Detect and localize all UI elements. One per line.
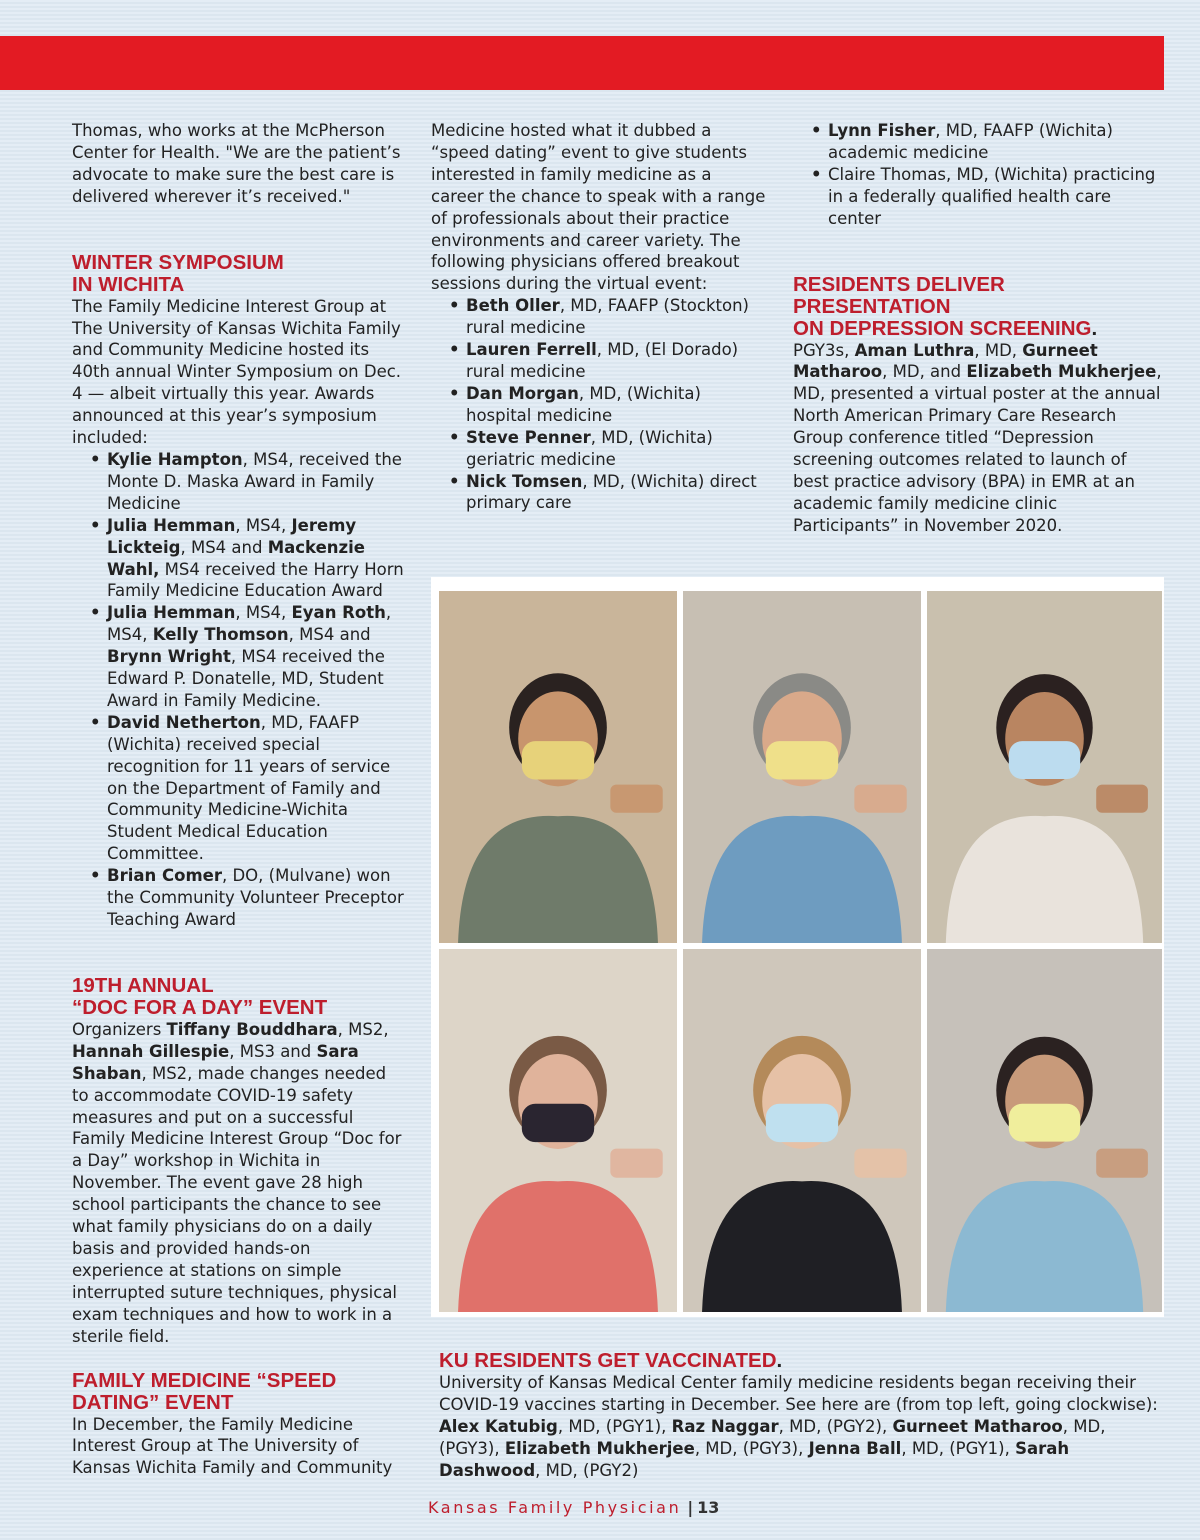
bold-name: Nick Tomsen	[466, 471, 583, 491]
arm-shape	[1096, 1149, 1148, 1178]
face-mask	[522, 1104, 594, 1142]
list-item: • Julia Hemman, MS4, Jeremy Lickteig, MS4 and Mackenzie Wahl, MS4 received the Harry Horn Family Medicine Education Award	[107, 515, 404, 603]
face-mask	[1009, 741, 1080, 779]
photo-caption	[439, 1350, 1165, 1482]
list-item: • Beth Oller, MD, FAAFP (Stockton) rural medicine	[466, 295, 766, 339]
bold-name: Tiffany Bouddhara	[166, 1019, 338, 1039]
list-item: • Lynn Fisher, MD, FAAFP (Wichita) academic medicine	[828, 120, 1165, 164]
list-item: • Brian Comer, DO, (Mulvane) won the Community Volunteer Preceptor Teaching Award	[107, 865, 404, 931]
list-item: • Nick Tomsen, MD, (Wichita) direct primary care	[466, 471, 766, 515]
bold-name: Gurneet Matharoo	[892, 1416, 1063, 1436]
page-footer	[428, 1498, 719, 1517]
bold-name: Brian Comer	[107, 866, 222, 886]
bold-name: Kylie Hampton	[107, 449, 243, 469]
breakout-physicians-list	[431, 295, 766, 514]
face-mask	[1009, 1104, 1080, 1142]
arm-shape	[854, 1149, 906, 1178]
bold-name: Aman Luthra	[854, 340, 975, 360]
bold-name: Julia Hemman	[107, 603, 236, 623]
bold-name: Lynn Fisher	[828, 121, 936, 140]
photo-tile	[683, 949, 921, 1312]
bold-name: Eyan Roth	[291, 603, 386, 623]
list-item: • Kylie Hampton, MS4, received the Monte D. Maska Award in Family Medicine	[107, 449, 404, 515]
bold-name: Sarah Dashwood	[439, 1438, 1070, 1480]
bold-name: Raz Naggar	[671, 1416, 779, 1436]
face-mask	[766, 1104, 838, 1142]
bold-name: Lauren Ferrell	[466, 340, 597, 360]
top-red-banner	[0, 36, 1164, 90]
bold-name: Elizabeth Mukherjee	[966, 362, 1157, 382]
page-number: 13	[697, 1498, 720, 1517]
collage-svg	[431, 577, 1164, 1317]
bold-name: Hannah Gillespie	[72, 1041, 230, 1061]
vaccinated-body: University of Kansas Medical Center family medicine residents began receiving their COVID-19 vaccines starting in December. See here are (from top left, going clockwise): Alex Katubig, MD, (PGY1), Raz Naggar, MD, (PGY2), Gurneet Matharoo, MD, (PGY3), Elizabeth Mukherjee, MD, (PGY3), Jenna Ball, MD, (PGY1), Sarah Dashwood, MD, (PGY2)	[439, 1373, 1158, 1480]
bold-name: Jenna Ball	[808, 1438, 902, 1458]
list-item: • David Netherton, MD, FAAFP (Wichita) received special recognition for 11 years of service on the Department of Family and Community Medicine-Wichita Student Medical Education Committee.	[107, 712, 404, 865]
arm-shape	[610, 785, 662, 813]
photo-tile	[439, 591, 677, 943]
bold-name: Julia Hemman	[107, 515, 236, 535]
doc-for-a-day-body: Organizers Tiffany Bouddhara, MS2, Hannah Gillespie, MS3 and Sara Shaban, MS2, made changes needed to accommodate COVID-19 safety measures and put on a successful Family Medicine Interest Group “Doc for a Day” workshop in Wichita in November. The event gave 28 high school participants the chance to see what family physicians do on a daily basis and provided hands-on experience at stations on simple interrupted suture techniques, physical exam techniques and how to work in a sterile field.	[72, 1019, 402, 1346]
photo-tile	[439, 949, 677, 1312]
arm-shape	[1096, 785, 1148, 813]
column-right	[793, 120, 1165, 537]
vaccinated-heading: KU RESIDENTS GET VACCINATED.	[439, 1349, 783, 1372]
bold-name: Brynn Wright	[107, 647, 231, 667]
bold-name: Beth Oller	[466, 296, 560, 316]
speed-dating-continued: Medicine hosted what it dubbed a “speed dating” event to give students interested in family medicine as a career the chance to speak with a range of professionals about their practice environments and career variety. The following physicians offered breakout sessions during the virtual event:	[431, 121, 766, 294]
arm-shape	[854, 785, 906, 813]
list-item: • Julia Hemman, MS4, Eyan Roth, MS4, Kelly Thomson, MS4 and Brynn Wright, MS4 received the Edward P. Donatelle, MD, Student Award in Family Medicine.	[107, 602, 404, 712]
photo-tile	[927, 591, 1162, 943]
publication-name: Kansas Family Physician	[428, 1498, 682, 1517]
column-left	[72, 120, 404, 1479]
footer-separator: |	[687, 1498, 694, 1517]
breakout-physicians-list-continued	[793, 120, 1165, 230]
bold-name: Mackenzie Wahl,	[107, 537, 365, 579]
face-mask	[522, 741, 594, 779]
speed-dating-body: In December, the Family Medicine Interest Group at The University of Kansas Wichita Family and Community	[72, 1414, 393, 1478]
photo-tile	[927, 949, 1162, 1312]
winter-awards-list	[72, 449, 404, 931]
bold-name: David Netherton	[107, 712, 261, 732]
bold-name: Sara Shaban	[72, 1041, 359, 1083]
face-mask	[766, 741, 838, 779]
speed-dating-heading: FAMILY MEDICINE “SPEED DATING” EVENT	[72, 1368, 337, 1414]
list-item: • Dan Morgan, MD, (Wichita) hospital medicine	[466, 383, 766, 427]
photo-tile	[683, 591, 921, 943]
list-item: • Steve Penner, MD, (Wichita) geriatric medicine	[466, 427, 766, 471]
bold-name: Kelly Thomson	[152, 625, 289, 645]
bold-name: Alex Katubig	[439, 1416, 558, 1436]
winter-symposium-body: The Family Medicine Interest Group at The University of Kansas Wichita Family and Community Medicine hosted its 40th annual Winter Symposium on Dec. 4 — albeit virtually this year. Awards announced at this year’s symposium included:	[72, 296, 402, 448]
bold-name: Gurneet Matharoo	[793, 340, 1098, 382]
residents-presentation-heading: RESIDENTS DELIVER PRESENTATION ON DEPRESSION SCREENING.	[793, 272, 1098, 340]
list-item: • Lauren Ferrell, MD, (El Dorado) rural medicine	[466, 339, 766, 383]
winter-symposium-heading: WINTER SYMPOSIUM IN WICHITA	[72, 250, 284, 296]
bold-name: Elizabeth Mukherjee	[504, 1438, 695, 1458]
bold-name: Dan Morgan	[466, 383, 579, 403]
residents-presentation-body: PGY3s, Aman Luthra, MD, Gurneet Matharoo, MD, and Elizabeth Mukherjee, MD, presented a virtual poster at the annual North American Primary Care Research Group conference titled “Depression screening outcomes related to launch of best practice advisory (BPA) in EMR at an academic family medicine clinic Participants” in November 2020.	[793, 340, 1162, 535]
intro-paragraph: Thomas, who works at the McPherson Center for Health. "We are the patient’s advocate to make sure the best care is delivered wherever it’s received."	[72, 121, 401, 206]
list-item: • Claire Thomas, MD, (Wichita) practicing in a federally qualified health care center	[828, 164, 1165, 230]
arm-shape	[610, 1149, 662, 1178]
column-middle	[431, 120, 766, 514]
vaccination-photo-collage	[431, 577, 1164, 1317]
doc-for-a-day-heading: 19TH ANNUAL “DOC FOR A DAY” EVENT	[72, 973, 328, 1019]
bold-name: Jeremy Lickteig	[107, 515, 357, 557]
bold-name: Steve Penner	[466, 427, 591, 447]
